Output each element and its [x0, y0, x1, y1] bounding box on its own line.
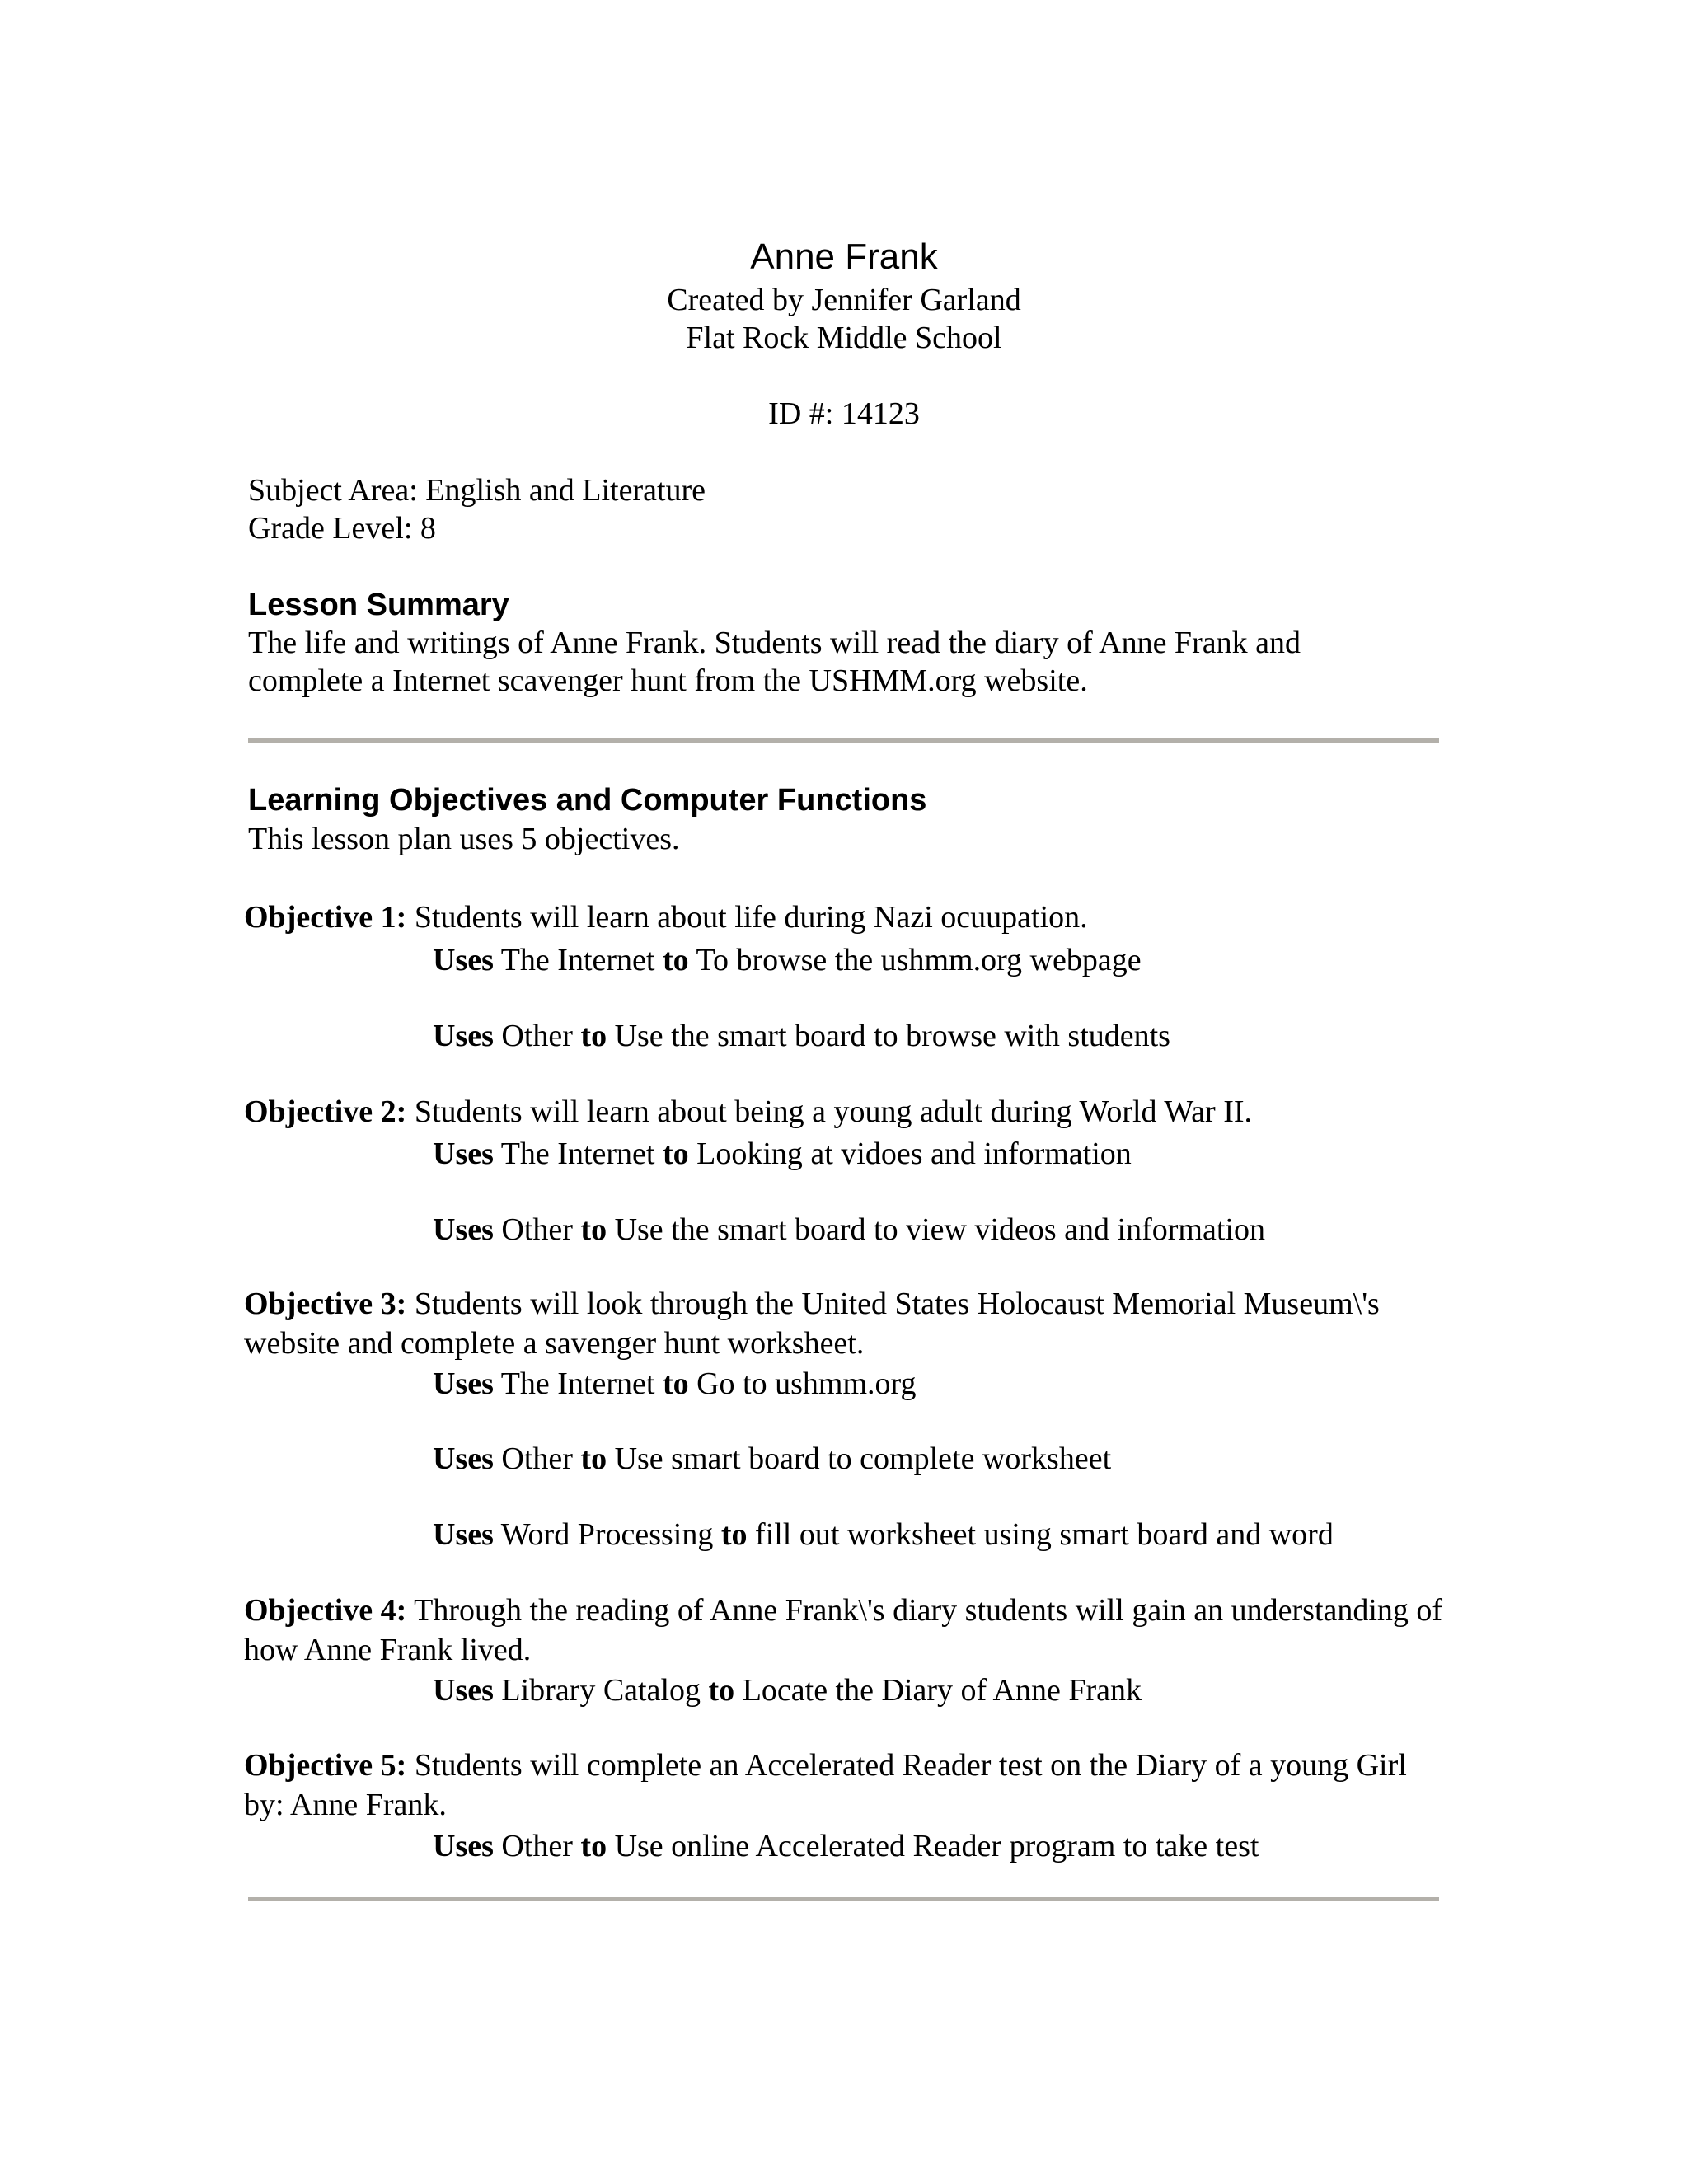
- uses-keyword: Uses: [433, 1829, 494, 1863]
- objective-1-use-2: [433, 1016, 1170, 1056]
- lesson-summary-heading: Lesson Summary: [248, 588, 509, 622]
- to-keyword: to: [662, 1137, 689, 1171]
- objective-5: [244, 1746, 1447, 1825]
- uses-keyword: Uses: [433, 1441, 494, 1476]
- author-line: Created by Jennifer Garland: [667, 283, 1021, 317]
- objective-1: [244, 898, 1447, 937]
- objective-4: [244, 1591, 1447, 1670]
- use-purpose: Use the smart board to view videos and information: [614, 1212, 1265, 1247]
- objective-4-use-1: [433, 1671, 1142, 1710]
- to-keyword: to: [580, 1212, 607, 1247]
- use-purpose: Use the smart board to browse with students: [614, 1019, 1170, 1053]
- use-purpose: Go to ushmm.org: [696, 1366, 917, 1401]
- objectives-intro: This lesson plan uses 5 objectives.: [248, 822, 680, 856]
- uses-keyword: Uses: [433, 1137, 494, 1171]
- lesson-summary-text-line-2: complete a Internet scavenger hunt from the USHMM.org website.: [248, 663, 1088, 698]
- use-tool: Other: [501, 1019, 573, 1053]
- to-keyword: to: [580, 1441, 607, 1476]
- grade-level: Grade Level: 8: [248, 511, 436, 546]
- use-tool: Other: [501, 1441, 573, 1476]
- uses-keyword: Uses: [433, 943, 494, 977]
- use-purpose: Use online Accelerated Reader program to take test: [614, 1829, 1259, 1863]
- use-purpose: Looking at vidoes and information: [696, 1137, 1132, 1171]
- to-keyword: to: [580, 1019, 607, 1053]
- subject-area: Subject Area: English and Literature: [248, 473, 706, 508]
- objective-text: Students will learn about life during Nazi ocuupation.: [414, 900, 1088, 935]
- objective-2: [244, 1092, 1447, 1132]
- use-tool: Word Processing: [500, 1517, 714, 1552]
- objective-3-use-2: [433, 1439, 1111, 1479]
- objective-3-use-1: [433, 1364, 916, 1404]
- use-tool: Library Catalog: [501, 1673, 701, 1708]
- to-keyword: to: [662, 1366, 689, 1401]
- objective-2-use-1: [433, 1134, 1132, 1174]
- objective-label: Objective 1:: [244, 900, 407, 935]
- objective-label: Objective 2:: [244, 1094, 407, 1129]
- use-purpose: fill out worksheet using smart board and word: [755, 1517, 1334, 1552]
- to-keyword: to: [580, 1829, 607, 1863]
- uses-keyword: Uses: [433, 1019, 494, 1053]
- uses-keyword: Uses: [433, 1366, 494, 1401]
- objective-1-use-1: [433, 940, 1142, 980]
- use-tool: The Internet: [500, 1366, 655, 1401]
- section-divider: [248, 738, 1439, 743]
- objective-text: Students will look through the United States Holocaust Memorial Museum\'s website and complete a savenger hunt worksheet.: [244, 1286, 1380, 1361]
- use-purpose: To browse the ushmm.org webpage: [696, 943, 1142, 977]
- objective-label: Objective 4:: [244, 1593, 407, 1628]
- lesson-id: ID #: 14123: [768, 396, 920, 431]
- use-tool: Other: [501, 1829, 573, 1863]
- objective-5-use-1: [433, 1826, 1259, 1866]
- document-title: Anne Frank: [750, 237, 938, 277]
- use-purpose: Locate the Diary of Anne Frank: [742, 1673, 1142, 1708]
- objective-3: [244, 1284, 1447, 1363]
- use-purpose: Use smart board to complete worksheet: [614, 1441, 1112, 1476]
- objective-text: Students will complete an Accelerated Reader test on the Diary of a young Girl by: Anne Frank.: [244, 1748, 1407, 1822]
- use-tool: The Internet: [500, 943, 655, 977]
- use-tool: Other: [501, 1212, 573, 1247]
- use-tool: The Internet: [500, 1137, 655, 1171]
- school-line: Flat Rock Middle School: [686, 321, 1002, 355]
- uses-keyword: Uses: [433, 1517, 494, 1552]
- lesson-summary-text-line-1: The life and writings of Anne Frank. Students will read the diary of Anne Frank and: [248, 626, 1301, 660]
- objective-3-use-3: [433, 1515, 1334, 1554]
- to-keyword: to: [720, 1517, 748, 1552]
- objective-label: Objective 5:: [244, 1748, 407, 1783]
- objective-label: Objective 3:: [244, 1286, 407, 1321]
- objective-2-use-2: [433, 1210, 1265, 1249]
- uses-keyword: Uses: [433, 1673, 494, 1708]
- uses-keyword: Uses: [433, 1212, 494, 1247]
- section-divider: [248, 1897, 1439, 1901]
- objective-text: Students will learn about being a young adult during World War II.: [414, 1094, 1252, 1129]
- objective-text: Through the reading of Anne Frank\'s diary students will gain an understanding of how Anne Frank lived.: [244, 1593, 1443, 1667]
- objectives-heading: Learning Objectives and Computer Functions: [248, 783, 927, 818]
- to-keyword: to: [708, 1673, 735, 1708]
- to-keyword: to: [662, 943, 689, 977]
